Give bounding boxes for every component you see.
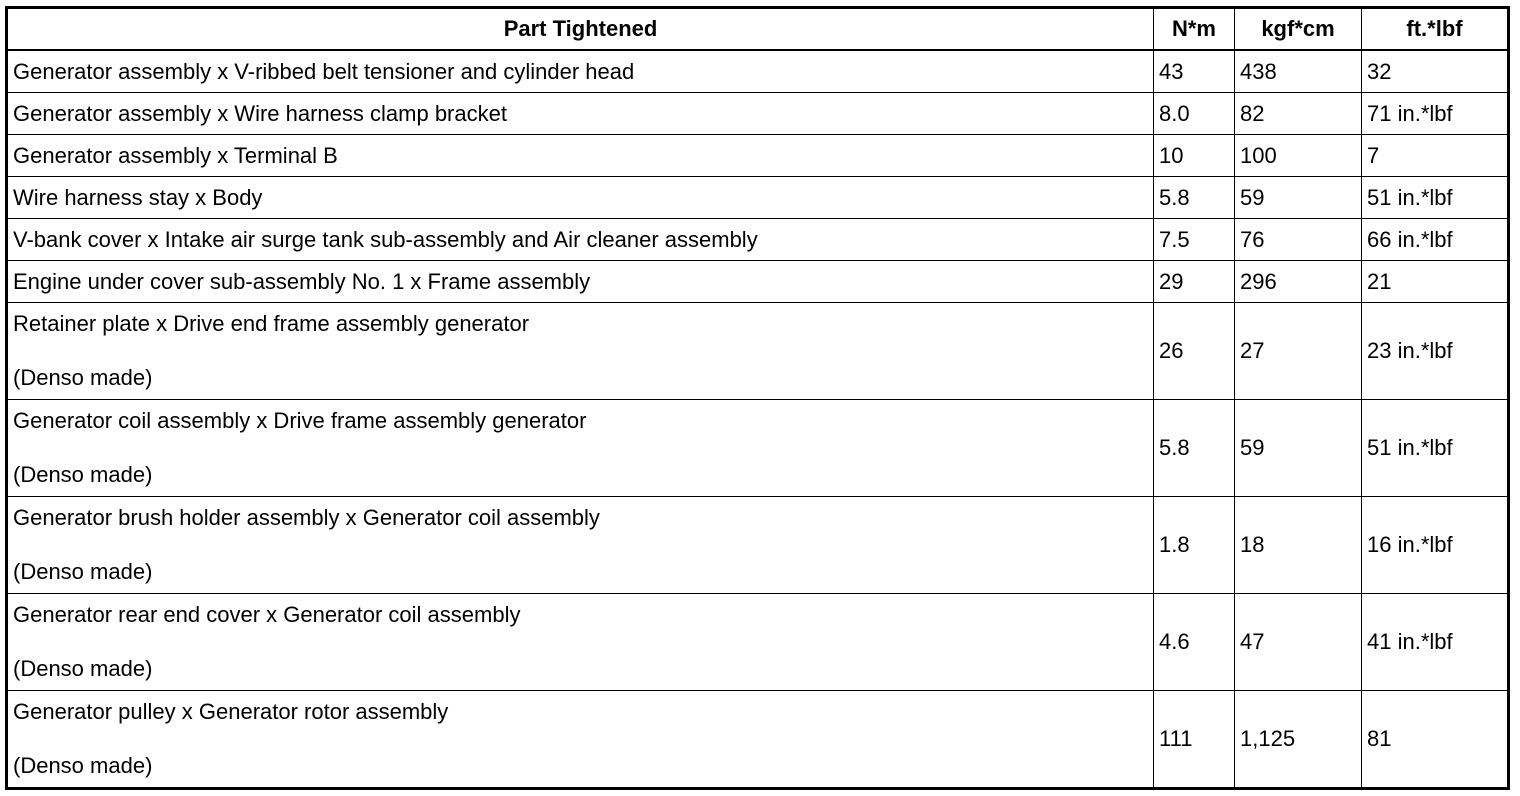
- part-note: (Denso made): [13, 365, 153, 390]
- header-part-tightened: Part Tightened: [7, 8, 1154, 51]
- table-row: [7, 93, 1509, 135]
- nm-cell: 111: [1154, 691, 1235, 789]
- part-cell: Generator assembly x Terminal B: [7, 135, 1154, 177]
- part-cell: Generator assembly x V-ribbed belt tensioner and cylinder head: [7, 50, 1154, 93]
- part-cell: [7, 497, 1154, 594]
- ftlbf-cell: 41 in.*lbf: [1362, 594, 1509, 691]
- kgfcm-cell: 76: [1235, 219, 1362, 261]
- kgfcm-cell: 82: [1235, 93, 1362, 135]
- part-cell: [7, 303, 1154, 400]
- torque-spec-table: [5, 6, 1510, 790]
- kgfcm-cell: 47: [1235, 594, 1362, 691]
- part-name: Generator coil assembly x Drive frame assembly generator: [13, 408, 587, 433]
- kgfcm-cell: 438: [1235, 50, 1362, 93]
- nm-cell: 29: [1154, 261, 1235, 303]
- part-name: Generator pulley x Generator rotor assembly: [13, 699, 449, 724]
- part-cell: Generator assembly x Wire harness clamp bracket: [7, 93, 1154, 135]
- part-name: Generator brush holder assembly x Generator coil assembly: [13, 505, 600, 530]
- nm-cell: 7.5: [1154, 219, 1235, 261]
- ftlbf-cell: 21: [1362, 261, 1509, 303]
- part-note: (Denso made): [13, 656, 153, 681]
- ftlbf-cell: 23 in.*lbf: [1362, 303, 1509, 400]
- kgfcm-cell: 59: [1235, 177, 1362, 219]
- nm-cell: 43: [1154, 50, 1235, 93]
- header-row: [7, 8, 1509, 51]
- ftlbf-cell: 81: [1362, 691, 1509, 789]
- ftlbf-cell: 16 in.*lbf: [1362, 497, 1509, 594]
- kgfcm-cell: 1,125: [1235, 691, 1362, 789]
- ftlbf-cell: 51 in.*lbf: [1362, 177, 1509, 219]
- nm-cell: 5.8: [1154, 177, 1235, 219]
- header-ftlbf: ft.*lbf: [1362, 8, 1509, 51]
- part-cell: V-bank cover x Intake air surge tank sub-assembly and Air cleaner assembly: [7, 219, 1154, 261]
- table-row: [7, 50, 1509, 93]
- table-row: [7, 400, 1509, 497]
- header-nm: N*m: [1154, 8, 1235, 51]
- nm-cell: 5.8: [1154, 400, 1235, 497]
- part-note: (Denso made): [13, 753, 153, 778]
- part-cell: Engine under cover sub-assembly No. 1 x Frame assembly: [7, 261, 1154, 303]
- part-note: (Denso made): [13, 559, 153, 584]
- nm-cell: 26: [1154, 303, 1235, 400]
- ftlbf-cell: 66 in.*lbf: [1362, 219, 1509, 261]
- ftlbf-cell: 51 in.*lbf: [1362, 400, 1509, 497]
- ftlbf-cell: 7: [1362, 135, 1509, 177]
- table-row: [7, 219, 1509, 261]
- table-row: [7, 594, 1509, 691]
- kgfcm-cell: 18: [1235, 497, 1362, 594]
- part-note: (Denso made): [13, 462, 153, 487]
- table-row: [7, 303, 1509, 400]
- table-row: [7, 261, 1509, 303]
- part-cell: [7, 691, 1154, 789]
- table-row: [7, 135, 1509, 177]
- nm-cell: 1.8: [1154, 497, 1235, 594]
- part-cell: [7, 400, 1154, 497]
- kgfcm-cell: 100: [1235, 135, 1362, 177]
- table-row: [7, 177, 1509, 219]
- nm-cell: 10: [1154, 135, 1235, 177]
- part-name: Retainer plate x Drive end frame assembly generator: [13, 311, 530, 336]
- ftlbf-cell: 32: [1362, 50, 1509, 93]
- part-name: Generator rear end cover x Generator coil assembly: [13, 602, 521, 627]
- table-row: [7, 497, 1509, 594]
- part-cell: [7, 594, 1154, 691]
- nm-cell: 8.0: [1154, 93, 1235, 135]
- table-row: [7, 691, 1509, 789]
- kgfcm-cell: 296: [1235, 261, 1362, 303]
- kgfcm-cell: 27: [1235, 303, 1362, 400]
- nm-cell: 4.6: [1154, 594, 1235, 691]
- header-kgfcm: kgf*cm: [1235, 8, 1362, 51]
- ftlbf-cell: 71 in.*lbf: [1362, 93, 1509, 135]
- kgfcm-cell: 59: [1235, 400, 1362, 497]
- part-cell: Wire harness stay x Body: [7, 177, 1154, 219]
